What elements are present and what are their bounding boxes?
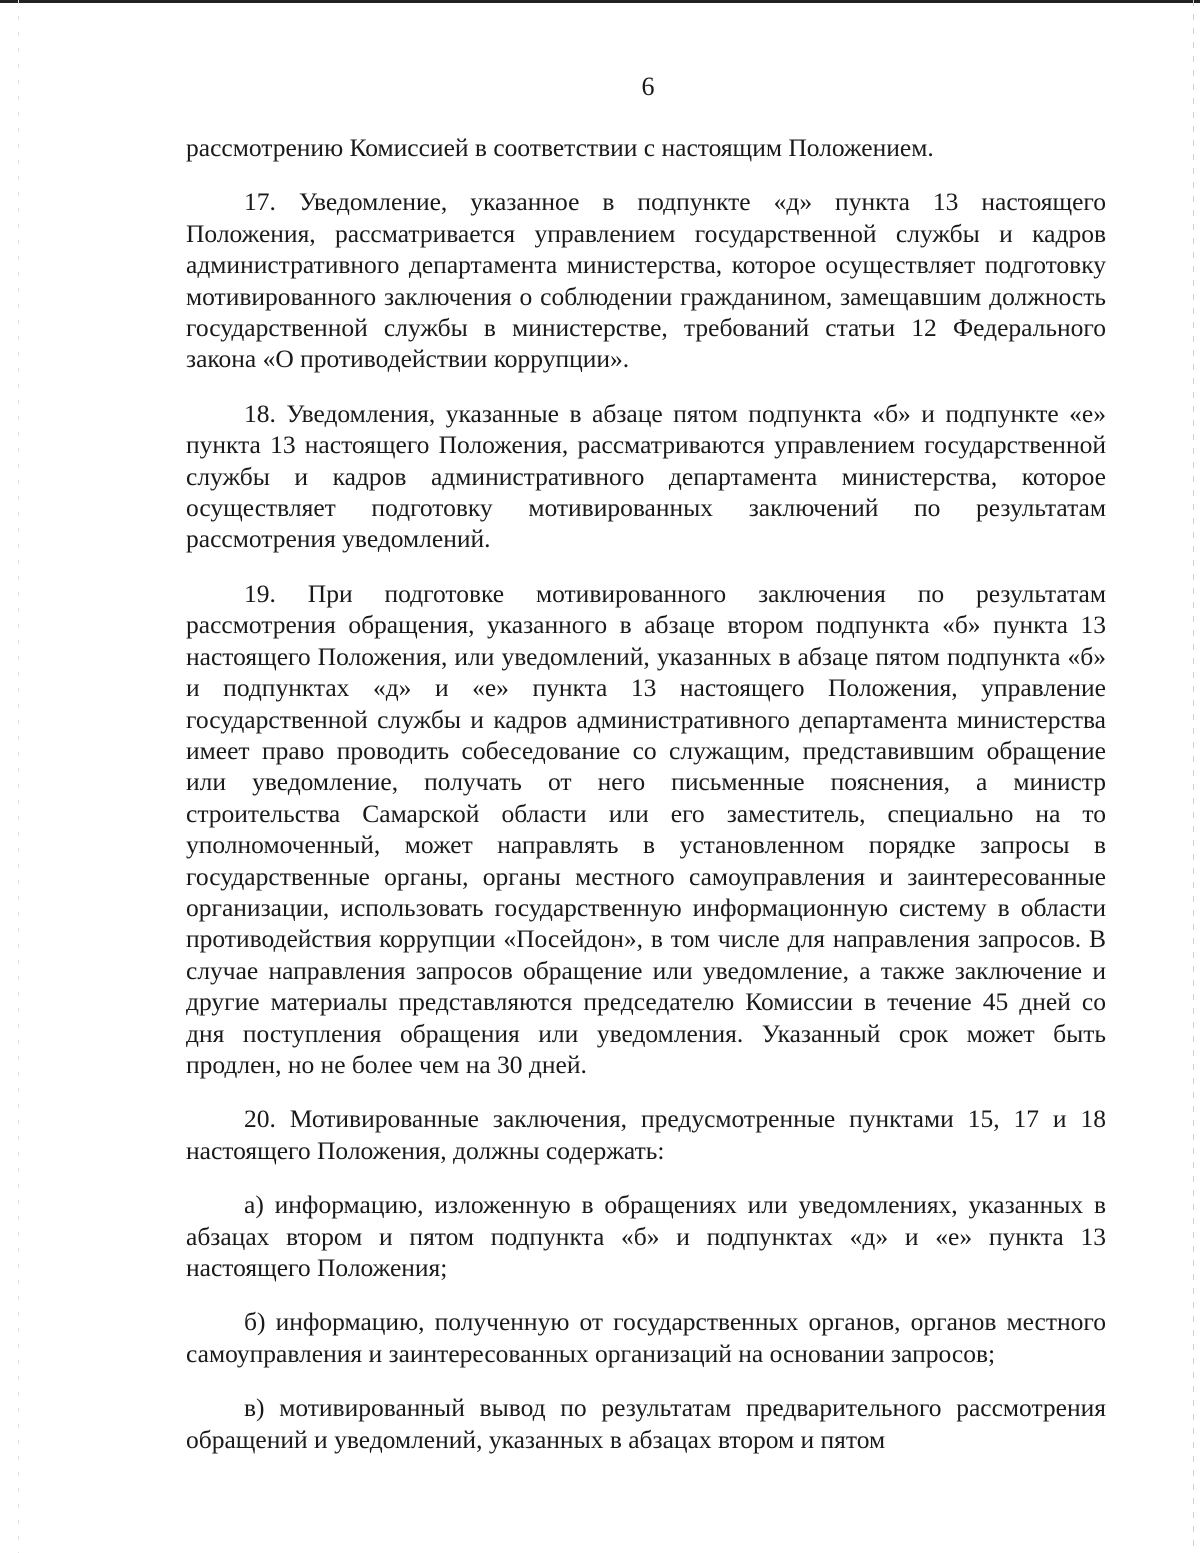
scan-top-border <box>0 0 1200 3</box>
paragraph-19: 19. При подготовке мотивированного заключения по результатам рассмотрения обращения, указанного в абзаце втором подпункта «б» пункта 13 настоящего Положения, или уведомлений, указанных в абзаце пятом подпункта «б» и подпунктах «д» и «е» пункта 13 настоящего Положения, управление государственной службы и кадров административного департамента министерства имеет право проводить собеседование со служащим, представившим обращение или уведомление, получать от него письменные пояснения, а министр строительства Самарской области или его заместитель, специально на то уполномоченный, может направлять в установленном порядке запросы в государственные органы, органы местного самоуправления и заинтересованные организации, использовать государственную информационную систему в области противодействия коррупции «Посейдон», в том числе для направления запросов. В случае направления запросов обращение или уведомление, а также заключение и другие материалы представляются председателю Комиссии в течение 45 дней со дня поступления обращения или уведомления. Указанный срок может быть продлен, но не более чем на 30 дней. <box>186 578 1106 1079</box>
paragraph-18: 18. Уведомления, указанные в абзаце пятом подпункта «б» и подпункте «е» пункта 13 настоящего Положения, рассматриваются управлением государственной службы и кадров административного департамента министерства, которое осуществляет подготовку мотивированных заключений по результатам рассмотрения уведомлений. <box>186 398 1106 554</box>
paragraph-20-v: в) мотивированный вывод по результатам предварительного рассмотрения обращений и уведомлений, указанных в абзацах втором и пятом <box>186 1393 1106 1454</box>
paragraph-17: 17. Уведомление, указанное в подпункте «д» пункта 13 настоящего Положения, рассматривается управлением государственной службы и кадров административного департамента министерства, которое осуществляет подготовку мотивированного заключения о соблюдении гражданином, замещавшим должность государственной службы в министерстве, требований статьи 12 Федерального закона «О противодействии коррупции». <box>186 187 1106 374</box>
paragraph-continuation: рассмотрению Комиссией в соответствии с настоящим Положением. <box>186 133 934 162</box>
scan-left-edge <box>18 0 19 1553</box>
paragraph-20-a: а) информацию, изложенную в обращениях или уведомлениях, указанных в абзацах втором и пятом подпункта «б» и подпунктах «д» и «е» пункта 13 настоящего Положения; <box>186 1190 1106 1282</box>
page-number: 6 <box>641 72 655 101</box>
paragraph-20: 20. Мотивированные заключения, предусмотренные пунктами 15, 17 и 18 настоящего Положения, должны содержать: <box>186 1104 1106 1165</box>
scan-right-edge <box>1193 0 1194 1553</box>
document-body <box>186 132 1106 1455</box>
paragraph-20-b: б) информацию, полученную от государственных органов, органов местного самоуправления и заинтересованных организаций на основании запросов; <box>186 1307 1106 1368</box>
